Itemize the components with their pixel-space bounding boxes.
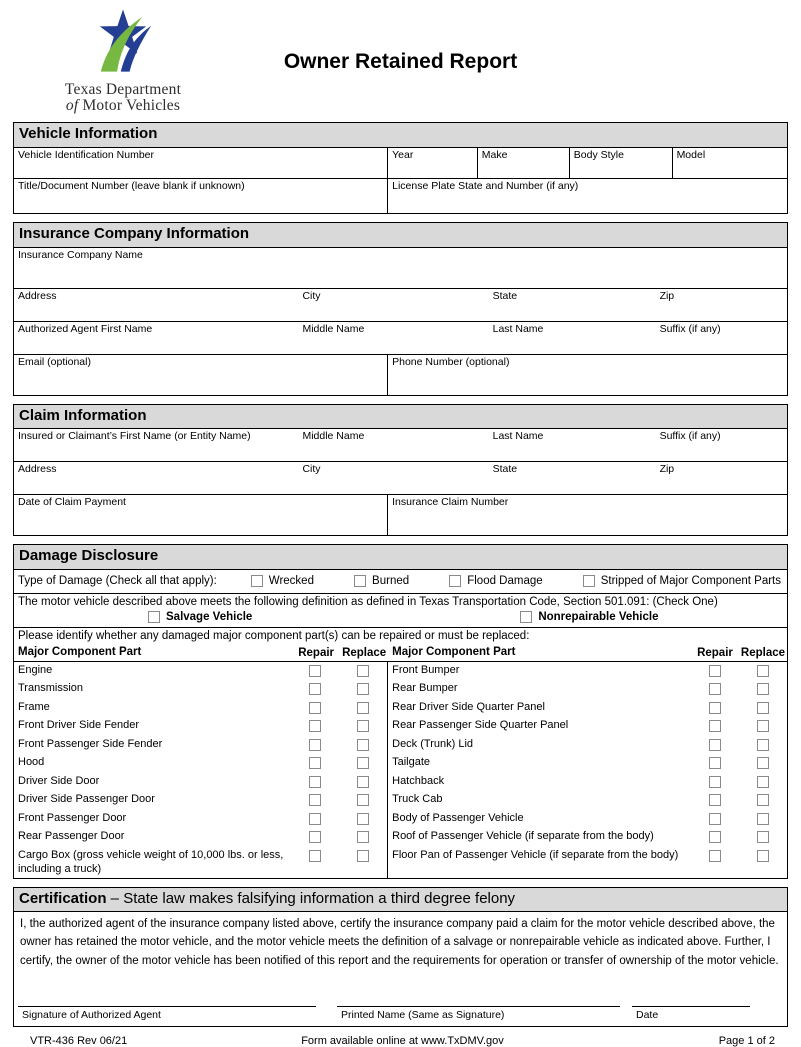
left-part-2-repair-checkbox[interactable] [309, 702, 321, 714]
insurance-claim-number-label: Insurance Claim Number [392, 496, 509, 509]
right-part-9-replace-checkbox[interactable] [757, 831, 769, 843]
right-part-1-repair-checkbox[interactable] [709, 683, 721, 695]
left-part-name: Engine [18, 663, 53, 676]
agent-first-name-label: Authorized Agent First Name [18, 322, 153, 335]
insured-first-name-label: Insured or Claimant’s First Name (or Entity Name) [18, 430, 251, 443]
agent-phone-field[interactable] [388, 355, 787, 395]
left-part-10-replace-checkbox[interactable] [357, 850, 369, 862]
parts-table-row [14, 828, 787, 847]
left-repair-header: Repair [298, 646, 335, 659]
burned-checkbox[interactable] [354, 575, 366, 587]
agent-middle-name-field[interactable] [298, 322, 488, 354]
section-insurance-company-information [13, 222, 788, 396]
agent-last-name-field[interactable] [489, 322, 656, 354]
left-part-9-replace-checkbox[interactable] [357, 831, 369, 843]
damage-option-flood: Flood Damage [449, 575, 542, 587]
insured-first-name-field[interactable] [14, 429, 298, 461]
insurance-zip-field[interactable] [656, 289, 787, 321]
definition-text: The motor vehicle described above meets the following definition as defined in Texas Transportation Code, Section 501.091: (Check One) [18, 596, 718, 608]
left-part-6-replace-checkbox[interactable] [357, 776, 369, 788]
definition-row [14, 594, 787, 628]
identify-parts-text: Please identify whether any damaged major component part(s) can be repaired or must be replaced: [18, 630, 530, 642]
make-label: Make [481, 148, 508, 161]
parts-table-header [14, 644, 787, 662]
left-part-5-replace-checkbox[interactable] [357, 757, 369, 769]
right-part-5-replace-checkbox[interactable] [757, 757, 769, 769]
left-replace-header: Replace [342, 646, 387, 659]
section-damage-disclosure [13, 544, 788, 878]
right-part-8-repair-checkbox[interactable] [709, 813, 721, 825]
insured-middle-name-field[interactable] [298, 429, 488, 461]
insured-suffix-field[interactable] [656, 429, 787, 461]
agent-suffix-field[interactable] [656, 322, 787, 354]
nonrepairable-vehicle-checkbox[interactable] [520, 611, 532, 623]
claim-city-label: City [302, 463, 321, 476]
type-of-damage-label: Type of Damage (Check all that apply): [18, 575, 217, 587]
left-part-7-repair-checkbox[interactable] [309, 794, 321, 806]
left-part-5-repair-checkbox[interactable] [309, 757, 321, 769]
claim-address-field[interactable] [14, 462, 298, 494]
right-repair-header: Repair [697, 646, 733, 659]
agent-email-label: Email (optional) [18, 355, 91, 368]
parts-table-row [14, 736, 787, 755]
title-document-number-field[interactable] [14, 179, 388, 213]
right-part-10-replace-checkbox[interactable] [757, 850, 769, 862]
left-part-7-replace-checkbox[interactable] [357, 794, 369, 806]
damage-option-wrecked: Wrecked [251, 575, 314, 587]
left-part-name: Front Passenger Door [18, 811, 127, 824]
form-header [0, 0, 801, 122]
footer-availability-text: Form available online at www.TxDMV.gov [301, 1035, 504, 1047]
printed-name-field[interactable]: Printed Name (Same as Signature) [337, 1006, 620, 1021]
form-footer [30, 1035, 775, 1047]
salvage-vehicle-option: Salvage Vehicle [148, 611, 252, 623]
insurance-company-name-field[interactable] [14, 248, 787, 288]
insurance-address-field[interactable] [14, 289, 298, 321]
page-title: Owner Retained Report [283, 50, 518, 73]
salvage-vehicle-checkbox[interactable] [148, 611, 160, 623]
right-part-7-replace-checkbox[interactable] [757, 794, 769, 806]
left-part-1-repair-checkbox[interactable] [309, 683, 321, 695]
claim-section-title: Claim Information [14, 405, 787, 430]
nonrepairable-vehicle-option: Nonrepairable Vehicle [520, 611, 658, 623]
left-part-4-repair-checkbox[interactable] [309, 739, 321, 751]
claim-address-label: Address [18, 463, 57, 476]
vin-label: Vehicle Identification Number [18, 148, 154, 161]
year-label: Year [392, 148, 414, 161]
right-part-name: Truck Cab [392, 793, 443, 806]
insurance-city-label: City [302, 289, 321, 302]
right-part-2-replace-checkbox[interactable] [757, 702, 769, 714]
insurance-state-label: State [492, 289, 518, 302]
left-part-8-repair-checkbox[interactable] [309, 813, 321, 825]
signature-of-authorized-agent-field[interactable]: Signature of Authorized Agent [18, 1006, 316, 1021]
insurance-state-field[interactable] [489, 289, 656, 321]
signature-date-field[interactable]: Date [632, 1006, 750, 1021]
right-part-6-repair-checkbox[interactable] [709, 776, 721, 788]
insurance-address-label: Address [18, 289, 57, 302]
insurance-company-name-label: Insurance Company Name [18, 248, 143, 261]
claim-zip-label: Zip [659, 463, 675, 476]
right-part-name: Front Bumper [392, 663, 460, 676]
insurance-section-title: Insurance Company Information [14, 223, 787, 248]
body-style-field[interactable] [570, 148, 673, 178]
right-part-5-repair-checkbox[interactable] [709, 757, 721, 769]
right-part-0-replace-checkbox[interactable] [757, 665, 769, 677]
insured-last-name-field[interactable] [489, 429, 656, 461]
claim-zip-field[interactable] [656, 462, 787, 494]
insurance-zip-label: Zip [659, 289, 675, 302]
left-part-name: Rear Passenger Door [18, 830, 125, 843]
page-number: Page 1 of 2 [718, 1035, 775, 1047]
stripped-parts-checkbox[interactable] [583, 575, 595, 587]
model-field[interactable] [673, 148, 787, 178]
right-part-3-replace-checkbox[interactable] [757, 720, 769, 732]
left-part-name: Front Driver Side Fender [18, 719, 140, 732]
left-part-name: Driver Side Door [18, 774, 100, 787]
right-part-3-repair-checkbox[interactable] [709, 720, 721, 732]
right-part-name: Hatchback [392, 774, 445, 787]
section-claim-information [13, 404, 788, 537]
left-part-9-repair-checkbox[interactable] [309, 831, 321, 843]
left-part-name: Frame [18, 700, 50, 713]
insured-middle-name-label: Middle Name [302, 430, 365, 443]
agent-last-name-label: Last Name [492, 322, 544, 335]
right-part-name: Deck (Trunk) Lid [392, 737, 474, 750]
claim-state-field[interactable] [489, 462, 656, 494]
left-part-2-replace-checkbox[interactable] [357, 702, 369, 714]
left-part-0-repair-checkbox[interactable] [309, 665, 321, 677]
title-document-number-label: Title/Document Number (leave blank if unknown) [18, 179, 245, 192]
body-style-label: Body Style [573, 148, 624, 161]
insurance-claim-number-field[interactable] [388, 495, 787, 535]
parts-table-row [14, 717, 787, 736]
parts-table-row [14, 699, 787, 718]
vin-field[interactable] [14, 148, 388, 178]
parts-table-row [14, 680, 787, 699]
right-part-name: Rear Bumper [392, 682, 458, 695]
insurance-city-field[interactable] [298, 289, 488, 321]
left-part-1-replace-checkbox[interactable] [357, 683, 369, 695]
parts-table-row [14, 847, 787, 878]
parts-table-row [14, 754, 787, 773]
parts-table-row [14, 773, 787, 792]
left-part-6-repair-checkbox[interactable] [309, 776, 321, 788]
left-part-8-replace-checkbox[interactable] [357, 813, 369, 825]
certification-statement: I, the authorized agent of the insurance company listed above, certify the insurance company paid a claim for the motor vehicle described above, the owner has retained the motor vehicle, and the motor vehicle meets the definition of a salvage or nonrepairable vehicle as indicated above. Further, I certify, the owner of the motor vehicle has been notified of this report and the requirements for operation or transfer of ownership of the motor vehicle. [20, 918, 779, 967]
parts-table-row [14, 810, 787, 829]
left-part-3-replace-checkbox[interactable] [357, 720, 369, 732]
right-part-2-repair-checkbox[interactable] [709, 702, 721, 714]
right-part-8-replace-checkbox[interactable] [757, 813, 769, 825]
claim-city-field[interactable] [298, 462, 488, 494]
left-part-3-repair-checkbox[interactable] [309, 720, 321, 732]
year-field[interactable] [388, 148, 478, 178]
agent-middle-name-label: Middle Name [302, 322, 365, 335]
section-vehicle-information [13, 122, 788, 214]
right-part-4-repair-checkbox[interactable] [709, 739, 721, 751]
right-part-9-repair-checkbox[interactable] [709, 831, 721, 843]
txdmv-logo-wordmark: Texas Department of Motor Vehicles [64, 81, 182, 115]
right-replace-header: Replace [740, 646, 786, 659]
vehicle-section-title: Vehicle Information [14, 123, 787, 148]
right-part-name: Tailgate [392, 756, 431, 769]
agent-email-field[interactable] [14, 355, 388, 395]
right-part-6-replace-checkbox[interactable] [757, 776, 769, 788]
parts-table-row [14, 662, 787, 681]
damage-option-burned: Burned [354, 575, 409, 587]
left-part-header: Major Component Part [18, 646, 142, 658]
type-of-damage-row [14, 570, 787, 594]
left-part-name: Cargo Box (gross vehicle weight of 10,000 lbs. or less, including a truck) [18, 848, 284, 876]
right-part-1-replace-checkbox[interactable] [757, 683, 769, 695]
damage-section-title: Damage Disclosure [14, 545, 787, 570]
certification-section-title: Certification – State law makes falsifying information a third degree felony [14, 888, 787, 913]
agent-first-name-field[interactable] [14, 322, 298, 354]
right-part-7-repair-checkbox[interactable] [709, 794, 721, 806]
left-part-name: Hood [18, 756, 45, 769]
left-part-4-replace-checkbox[interactable] [357, 739, 369, 751]
model-label: Model [676, 148, 706, 161]
right-part-name: Rear Passenger Side Quarter Panel [392, 719, 569, 732]
agent-phone-label: Phone Number (optional) [392, 355, 510, 368]
parts-table-body [14, 662, 787, 878]
left-part-10-repair-checkbox[interactable] [309, 850, 321, 862]
right-part-name: Body of Passenger Vehicle [392, 811, 524, 824]
left-part-name: Front Passenger Side Fender [18, 737, 163, 750]
make-field[interactable] [478, 148, 570, 178]
right-part-name: Rear Driver Side Quarter Panel [392, 700, 545, 713]
right-part-header: Major Component Part [392, 646, 516, 658]
left-part-name: Driver Side Passenger Door [18, 793, 155, 806]
signature-row [14, 990, 787, 1026]
claim-payment-date-label: Date of Claim Payment [18, 496, 126, 509]
right-part-0-repair-checkbox[interactable] [709, 665, 721, 677]
agent-suffix-label: Suffix (if any) [659, 322, 721, 335]
right-part-name: Roof of Passenger Vehicle (if separate from the body) [392, 830, 654, 843]
insured-suffix-label: Suffix (if any) [659, 430, 721, 443]
section-certification [13, 887, 788, 1028]
parts-table-row [14, 791, 787, 810]
left-part-name: Transmission [18, 682, 83, 695]
damage-option-stripped: Stripped of Major Component Parts [583, 575, 781, 587]
form-number: VTR-436 Rev 06/21 [30, 1035, 128, 1047]
license-plate-label: License Plate State and Number (if any) [392, 179, 579, 192]
flood-damage-checkbox[interactable] [449, 575, 461, 587]
claim-payment-date-field[interactable] [14, 495, 388, 535]
left-part-0-replace-checkbox[interactable] [357, 665, 369, 677]
claim-state-label: State [492, 463, 518, 476]
right-part-10-repair-checkbox[interactable] [709, 850, 721, 862]
license-plate-field[interactable] [388, 179, 787, 213]
right-part-4-replace-checkbox[interactable] [757, 739, 769, 751]
insured-last-name-label: Last Name [492, 430, 544, 443]
wrecked-checkbox[interactable] [251, 575, 263, 587]
right-part-name: Floor Pan of Passenger Vehicle (if separate from the body) [392, 848, 679, 861]
